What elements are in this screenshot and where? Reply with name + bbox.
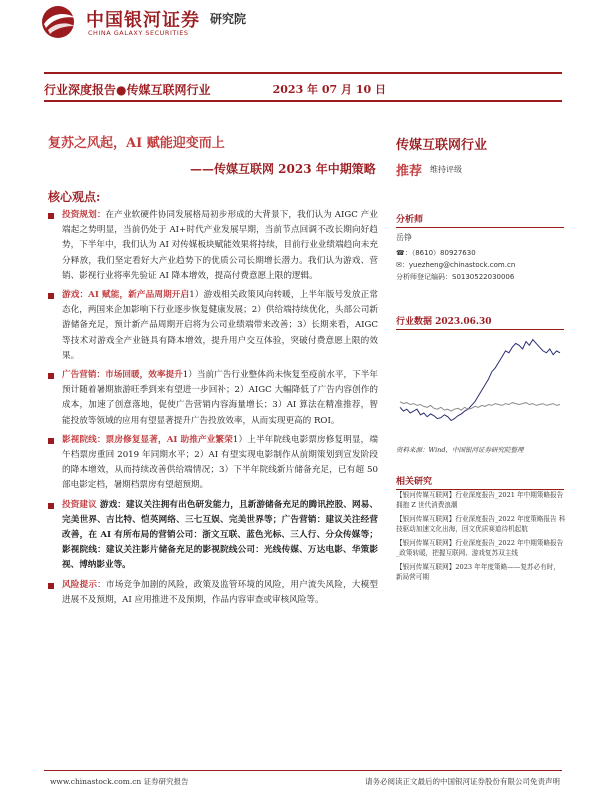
report-title: 复苏之风起，AI 赋能迎变而上 bbox=[48, 136, 225, 151]
rating-label: 维持评级 bbox=[430, 165, 462, 174]
bullet-square-icon bbox=[48, 213, 54, 219]
report-subtitle: ——传媒互联网 2023 年中期策略 bbox=[190, 162, 376, 176]
chart-series-line-1 bbox=[400, 402, 560, 411]
bullet-keyword: 影视院线：票房修复显著，AI 助推产业繁荣 bbox=[62, 434, 233, 445]
report-category-bar bbox=[44, 72, 562, 102]
bullet-text: 游戏：建议关注拥有出色研发能力，且新游储备充足的腾讯控股、网易、完美世界、吉比特、恺英网络、三七互娱、完美世界等；广告营销：建议关注经营改善，在 AI 有所布局的营销公司：浙文互联、蓝色光标、三人行、分众传媒等；影视院线：建议关注影片储备充足的影视院线公司：光线传媒、万达电影、华策影视、博纳影业等。 bbox=[62, 499, 378, 571]
report-date: 2023 年 07 月 10 日 bbox=[272, 83, 386, 96]
bullet-square-icon bbox=[48, 583, 54, 589]
footer-divider bbox=[44, 770, 562, 771]
analyst-phone: ☎：（8610）80927630 bbox=[396, 249, 476, 257]
analyst-email: ✉：yuezheng@chinastock.com.cn bbox=[396, 261, 516, 269]
analyst-cert: 分析师登记编码：S0130522030006 bbox=[396, 273, 515, 281]
footer-disclaimer: 请务必阅读正文最后的中国银河证券股份有限公司免责声明 bbox=[365, 777, 560, 786]
bullet-keyword: 投资建议 bbox=[62, 499, 97, 510]
rating-value: 推荐 bbox=[396, 164, 423, 179]
core-views-list bbox=[48, 208, 378, 612]
list-item bbox=[48, 498, 378, 574]
bullet-text: 1）当前广告行业整体尚未恢复至疫前水平，下半年预计随着暑期旅游旺季到来有望进一步回补；2）AIGC 大幅降低了广告内容创作的成本，加速了创意落地，促使广告营销内容海量增长；3）AI 算法在精准推荐，智能投放等领域的应用有望显著提升广告投放效率，从而实现更高的 ROI。 bbox=[62, 370, 378, 426]
list-item bbox=[48, 578, 378, 608]
chart-source: 资料来源：Wind，中国银河证券研究院整理 bbox=[396, 446, 524, 454]
related-research-heading: 相关研究 bbox=[396, 474, 564, 490]
logo-company-english: CHINA GALAXY SECURITIES bbox=[88, 29, 189, 37]
related-research-item[interactable]: 【银河传媒互联网】行业深度报告_2021 年中期策略报告 拥抱 Z 世代消费浪潮 bbox=[396, 491, 564, 509]
related-research-list bbox=[396, 490, 566, 586]
bullet-keyword: 投资规划： bbox=[62, 210, 106, 220]
bullet-text: 1）上半年院线电影票房修复明显，端午档票房重回 2019 年同期水平；2）AI 有望实现电影制作从前期策划到宣发阶段的降本增效，从而持续改善供给端情况；3）下半年院线新片储备充足，已有超 50 部电影定档，暑期档票房有望超预期。 bbox=[62, 434, 379, 491]
related-research-item[interactable]: 【银河传媒互联网】2023 年年度策略——复苏必有时，新局营可期 bbox=[396, 563, 560, 581]
list-item bbox=[48, 208, 378, 284]
bullet-square-icon bbox=[48, 503, 54, 509]
bullet-keyword: 游戏：AI 赋能，新产品周期开启 bbox=[62, 290, 190, 301]
chart-series-line-0 bbox=[400, 340, 560, 421]
galaxy-logo-icon bbox=[40, 4, 80, 40]
report-header bbox=[40, 4, 560, 40]
bullet-square-icon bbox=[48, 438, 54, 444]
logo-company-name: 中国银河证券 bbox=[86, 10, 200, 31]
analyst-heading: 分析师 bbox=[396, 212, 564, 228]
footer-website[interactable]: www.chinastock.com.cn 证券研究报告 bbox=[50, 777, 189, 786]
core-views-heading: 核心观点: bbox=[48, 190, 101, 204]
related-research-item[interactable]: 【银河传媒互联网】行业深度报告_2022 年度策略报告 科技驱动加速文化出海，回文优质赛道待机起航 bbox=[396, 515, 566, 533]
bullet-text: 1）游戏相关政策风向转暖，上半年版号发放正常态化，两国来企加影响下行业逐步恢复健康发展；2）供给端持续优化，头部公司新游储备充足，预计新产品周期开启将为公司业绩端带来改善；3）长期来看，AIGC 等技术对游戏全产业链具有降本增效，提升用户交互体验，突破付费意愿上限的效果。 bbox=[62, 290, 378, 361]
bullet-keyword: 广告营销：市场回暖，效率提升 bbox=[62, 370, 183, 381]
bullet-square-icon bbox=[48, 373, 54, 379]
report-category: 行业深度报告●传媒互联网行业 bbox=[44, 83, 211, 97]
bullet-text: 在产业软硬件协同发展格局初步形成的大背景下，我们认为 AIGC 产业端起之势明显，当前仍处于 AI+时代产业发展早期，当前节点回调不改长期向好趋势，下半年中，我们认为 AI 对传媒板块赋能效果将持续，目前行业业绩端趋向未充分释放，我们坚定看好大产业趋势下的优质公司长期增长潜力。我们认为游戏、营销、影视行业将率先验证 AI 降本增效，提高付费意愿上限的逻辑。 bbox=[62, 210, 378, 281]
industry-data-heading: 行业数据 2023.06.30 bbox=[396, 314, 564, 330]
logo-department: 研究院 bbox=[210, 12, 247, 26]
bullet-keyword: 风险提示 bbox=[62, 579, 98, 590]
analyst-name: 岳铮 bbox=[396, 233, 412, 242]
list-item bbox=[48, 288, 378, 364]
bullet-text: ：市场竞争加剧的风险，政策及监管环境的风险，用户流失风险，大模型进展不及预期，AI 应用推进不及预期，作品内容审查或审核风险等。 bbox=[62, 579, 378, 605]
list-item bbox=[48, 433, 378, 494]
bullet-square-icon bbox=[48, 293, 54, 299]
industry-performance-chart bbox=[396, 330, 564, 434]
related-research-item[interactable]: 【银河传媒互联网】行业深度报告_2022 年中期策略报告_政策转暖，把握互联网、游戏复苏双主线 bbox=[396, 539, 564, 557]
industry-name: 传媒互联网行业 bbox=[396, 138, 488, 153]
list-item bbox=[48, 368, 378, 429]
